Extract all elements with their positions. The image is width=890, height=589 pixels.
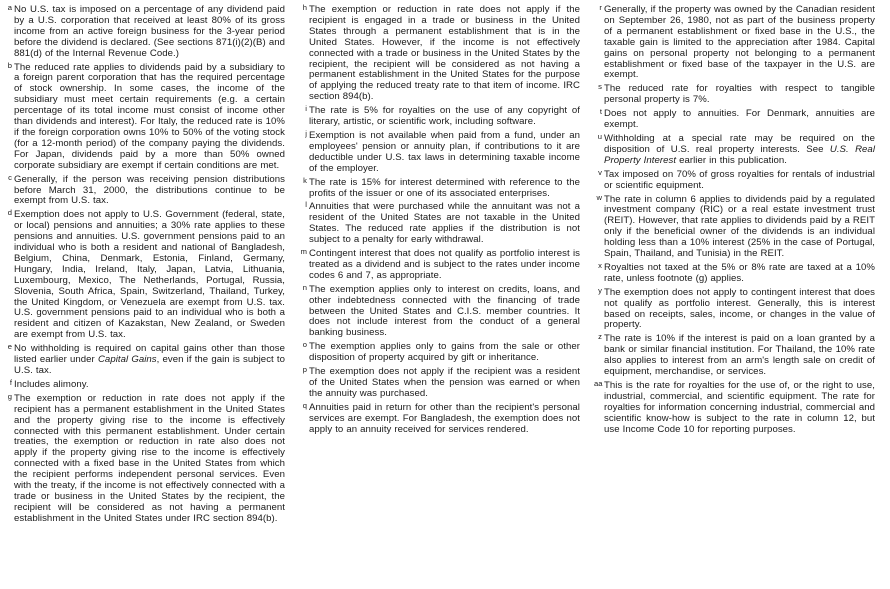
footnote-text — [14, 209, 285, 340]
footnote-text-segment: The exemption or reduction in rate does not apply if the recipient has a permanent establishment in the United States and the property giving rise to the income is effectively connected with this permanent establishment. Under certain treaties, the exemption or reduction in rate also does not apply if the property giving rise to the income is effectively connected with a fixed base in the United States from which the recipient performs independent personal services. Even with the treaty, if the income is not effectively connected with a trade or business in the United States by the recipient, the recipient will be considered as not having a permanent establishment in the United States under IRC section 894(b). — [14, 392, 285, 524]
footnote-item-h — [299, 5, 580, 103]
footnote-marker: a — [7, 3, 12, 12]
footnote-text-segment: Generally, if the person was receiving pension distributions before March 31, 2000, the distributions continue to be exempt from U.S. tax. — [14, 173, 285, 207]
footnote-item-u — [594, 131, 875, 167]
footnote-text-segment: Does not apply to annuities. For Denmark, annuities are exempt. — [604, 108, 875, 131]
footnote-marker: k — [303, 175, 307, 185]
footnote-marker: p — [302, 365, 307, 375]
footnote-text — [604, 169, 875, 191]
footnote-text-segment: Royalties not taxed at the 5% or 8% rate are taxed at a 10% rate, unless footnote (g) applies. — [604, 261, 875, 284]
footnote-marker: aa — [594, 379, 603, 388]
footnote-text-segment: Generally, if the property was owned by the Canadian resident on September 26, 1980, not as part of the business property of a permanent establishment or fixed base in the U.S., the taxable gain is limited to the appreciation after 1984. Capital gains on personal property not belonging to a permanent establishment or fixed base of the taxpayer in the U.S. are exempt. — [604, 4, 875, 81]
footnote-marker: b — [7, 60, 12, 70]
footnote-text — [309, 4, 580, 102]
footnote-item-t — [594, 109, 875, 131]
footnote-text — [309, 366, 580, 399]
footnote-text-segment: , even if the gain is subject to U.S. tax. — [14, 354, 286, 376]
footnote-item-b — [4, 60, 285, 172]
footnote-text — [604, 4, 875, 80]
footnote-marker: n — [302, 282, 307, 292]
footnote-text — [14, 174, 285, 207]
footnote-marker: v — [598, 167, 602, 177]
footnote-text — [309, 201, 580, 245]
footnote-item-i — [299, 106, 580, 128]
footnote-text-segment: Contingent interest that does not qualify as portfolio interest is treated as a dividend and is subject to the rates under income codes 6 and 7, as appropriate. — [309, 248, 580, 281]
footnote-text — [309, 130, 580, 174]
footnote-item-y — [594, 285, 875, 332]
footnote-text — [604, 380, 875, 435]
footnote-text — [604, 333, 875, 377]
footnote-marker: c — [8, 172, 12, 182]
footnote-column-2 — [299, 5, 580, 525]
footnote-marker: g — [7, 391, 12, 401]
footnote-column-1 — [4, 5, 285, 525]
footnote-item-v — [594, 167, 875, 192]
footnote-item-p — [299, 367, 580, 400]
footnote-text-segment: No withholding is required on capital gains other than those listed earlier under — [14, 343, 285, 366]
footnote-text-segment: Exemption does not apply to U.S. Government (federal, state, or local) pensions and annuities; a 30% rate applies to these pensions and annuities. U.S. government pensions paid to an individual who is both a resident and national of Bangladesh, Belgium, China, Denmark, Estonia, Finland, Germany, Hungary, India, Ireland, Italy, Japan, Latvia, Lithuania, Luxembourg, Mexico, The Netherlands, Portugal, Russia, Slovenia, South Africa, Spain, Switzerland, Thailand, Turkey, the United Kingdom, or Venezuela are exempt from U.S. tax. U.S. government pensions paid to an individual who is both a resident and citizen of Kazakstan, New Zealand, or Sweden are exempt from U.S. tax. — [14, 209, 285, 341]
footnote-marker: u — [597, 131, 602, 141]
footnote-item-l — [299, 202, 580, 246]
footnote-text-italic-segment: Capital Gains — [97, 354, 157, 366]
footnote-item-m — [299, 249, 580, 282]
footnote-item-e — [4, 344, 285, 377]
footnote-item-a — [4, 5, 285, 60]
footnote-text-segment: Annuities that were purchased while the annuitant was not a resident of the United States are not taxable in the United States. The reduced rate applies if the distribution is not subject to a penalty for early withdrawal. — [309, 201, 580, 246]
footnote-marker: h — [302, 3, 307, 12]
footnote-text-segment: The rate is 10% if the interest is paid on a loan granted by a bank or similar financial institution. For Thailand, the 10% rate also applies to interest from an arm's length sale on credit of equipment, merchandise, or services. — [604, 333, 875, 378]
footnote-marker: w — [596, 192, 602, 202]
footnote-text — [604, 262, 875, 284]
footnote-text-segment: The exemption applies only to interest on credits, loans, and other indebtedness connected with the financing of trade between the United States and C.I.S. member countries. It does not include interest from the conduct of a general banking business. — [309, 283, 580, 339]
footnote-item-x — [594, 260, 875, 285]
footnote-marker: l — [305, 200, 307, 210]
footnote-item-w — [594, 192, 875, 260]
footnote-text — [14, 62, 285, 171]
footnote-marker: f — [9, 377, 12, 387]
footnote-text-segment: The exemption does not apply if the recipient was a resident of the United States when the pension was earned or when the annuity was purchased. — [309, 366, 580, 399]
footnote-marker: z — [598, 332, 602, 342]
footnote-text — [14, 4, 285, 59]
footnote-item-aa — [594, 381, 875, 436]
footnote-text-segment: This is the rate for royalties for the use of, or the right to use, industrial, commercial, and scientific equipment. The rate for royalties for information concerning industrial, commercial and scientific know-how is subject to the rate in column 12, but use Income Code 10 for reporting purposes. — [604, 380, 875, 435]
footnote-item-j — [299, 128, 580, 175]
footnote-text — [309, 402, 580, 435]
footnote-marker: m — [300, 247, 307, 257]
footnote-text-segment: The rate in column 6 applies to dividends paid by a regulated investment company (RIC) or a real estate investment trust (REIT). However, that rate applies to dividends paid by a REIT only if the beneficial owner of the dividends is an individual holding less than a 10% interest (25% in the case of Portugal, Spain, Thailand, and Tunisia) in the REIT. — [604, 193, 875, 260]
footnote-item-g — [4, 391, 285, 525]
footnote-text-segment: The exemption does not apply to contingent interest that does not qualify as portfolio interest. Generally, this is interest based on receipts, sales, income, or changes in the value of property. — [604, 286, 875, 331]
footnote-marker: r — [599, 3, 602, 12]
footnote-marker: e — [7, 342, 12, 352]
footnote-text — [604, 108, 875, 130]
footnote-text — [604, 83, 875, 105]
footnote-text — [14, 393, 285, 524]
footnote-text — [604, 194, 875, 260]
footnote-text-segment: The exemption or reduction in rate does not apply if the recipient is engaged in a trade or business in the United States through a permanent establishment that is in the United States. However, if the income is not effectively connected with a trade or business in the United States by the recipient, the recipient will be considered as not having a permanent establishment in the United States for the purpose of applying the reduced treaty rate to that item of income. IRC section 894(b). — [309, 4, 580, 103]
footnote-text-segment: No U.S. tax is imposed on a percentage of any dividend paid by a U.S. corporation that received at least 80% of its gross income from an active foreign business for the 3-year period before the dividend is declared. (See sections 871(i)(2)(B) and 881(d) of the Internal Revenue Code.) — [14, 4, 285, 59]
footnote-text-segment: Includes alimony. — [14, 378, 89, 390]
footnote-marker: q — [302, 400, 307, 410]
footnote-text — [604, 133, 875, 166]
footnote-text-segment: Annuities paid in return for other than the recipient's personal services are exempt. For Bangladesh, the exemption does not apply to an annuity received for services rendered. — [309, 401, 580, 435]
footnote-text-segment: earlier in this publication. — [676, 154, 787, 166]
footnote-text-segment: The reduced rate applies to dividends paid by a subsidiary to a foreign parent corporation that has the required percentage of stock ownership. In some cases, the income of the subsidiary must meet certain requirements (e.g. a certain percentage of its total income must consist of income other than dividends and interest). For Italy, the reduced rate is 10% if the foreign corporation owns 10% to 50% of the voting stock (for a 12-month period) of the company paying the dividends. For Japan, dividends paid by a more than 50% owned corporate subsidiary are exempt if certain conditions are met. — [14, 61, 285, 171]
footnote-item-f — [4, 377, 285, 391]
footnote-item-c — [4, 172, 285, 208]
footnote-text — [309, 177, 580, 199]
footnote-marker: y — [598, 285, 602, 295]
footnote-text — [14, 379, 89, 390]
footnote-marker: j — [305, 128, 307, 138]
footnote-text — [309, 248, 580, 281]
footnote-text-segment: The rate is 5% for royalties on the use of any copyright of literary, artistic, or scientific work, including software. — [309, 105, 580, 128]
footnote-item-r — [594, 5, 875, 81]
footnote-item-n — [299, 282, 580, 340]
footnote-marker: i — [305, 104, 307, 114]
footnote-text-italic-segment: U.S. Real Property Interest — [604, 143, 875, 166]
footnote-marker: s — [598, 82, 602, 92]
footnote-column-3 — [594, 5, 875, 525]
footnote-text-segment: Tax imposed on 70% of gross royalties for rentals of industrial or scientific equipment. — [604, 168, 875, 191]
footnote-marker: d — [7, 208, 12, 218]
footnote-text-segment: The rate is 15% for interest determined with reference to the profits of the issuer or one of its associated enterprises. — [309, 176, 580, 199]
footnote-text — [14, 343, 285, 376]
footnote-item-k — [299, 175, 580, 200]
footnote-text-segment: The reduced rate for royalties with respect to tangible personal property is 7%. — [604, 83, 875, 106]
footnote-text — [309, 284, 580, 339]
footnote-item-z — [594, 334, 875, 378]
footnote-text-segment: Withholding at a special rate may be required on the disposition of U.S. real property interests. See — [604, 132, 875, 155]
footnote-item-o — [299, 342, 580, 364]
footnote-text — [309, 341, 580, 363]
footnote-item-d — [4, 210, 285, 341]
footnote-item-s — [594, 84, 875, 106]
footnote-text-segment: Exemption is not available when paid from a fund, under an employees' pension or annuity plan, if contributions to it are deductible under U.S. tax laws in determining taxable income of the employer. — [309, 129, 580, 174]
footnote-marker: o — [302, 340, 307, 350]
footnote-text — [604, 287, 875, 331]
footnote-marker: x — [598, 260, 602, 270]
footnote-text — [309, 105, 580, 127]
footnote-text-segment: The exemption applies only to gains from the sale or other disposition of property acquired by gift or inheritance. — [309, 341, 580, 364]
footnote-marker: t — [599, 107, 602, 117]
footnote-item-q — [299, 400, 580, 436]
